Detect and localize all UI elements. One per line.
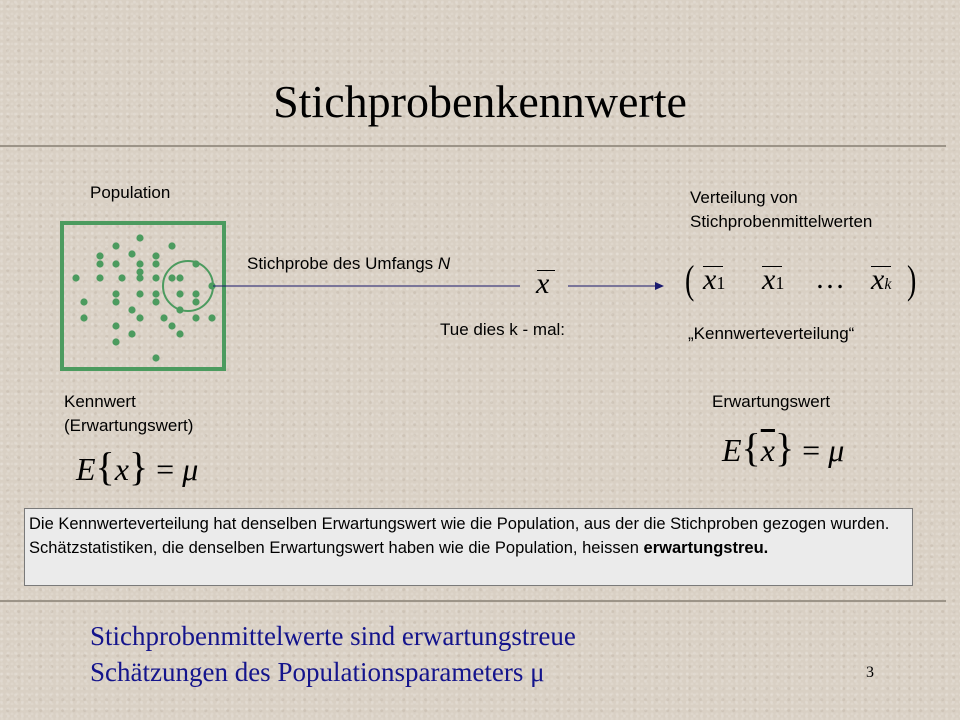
formula-brace-open: { <box>95 444 115 489</box>
mean-item-1 <box>703 263 726 296</box>
population-label: Population <box>90 183 171 202</box>
slide-title: Stichprobenkennwerte <box>273 76 687 127</box>
population-dot <box>160 314 167 321</box>
population-dot <box>112 338 119 345</box>
mean-item-2 <box>762 263 785 296</box>
population-dot <box>192 290 199 297</box>
kennwert-line1: Kennwert <box>64 392 136 411</box>
population-dot <box>72 274 79 281</box>
sample-label <box>247 252 450 276</box>
xbar-letter: x <box>536 267 550 300</box>
population-dot <box>96 274 103 281</box>
sample-label-text: Stichprobe des Umfangs <box>247 254 434 273</box>
population-dot <box>136 274 143 281</box>
expectation-label: Erwartungswert <box>712 392 831 411</box>
formula-brace-close: } <box>128 444 149 489</box>
sformula-xbar: $\overline{x}$ <box>760 432 775 468</box>
population-dot <box>192 314 199 321</box>
close-paren: ) <box>906 257 917 302</box>
conclusion-line1: Stichprobenmittelwerte sind erwartungstreue <box>90 621 576 651</box>
open-paren: ( <box>684 257 695 302</box>
population-dot <box>112 260 119 267</box>
population-dot <box>136 260 143 267</box>
sample-size-n: N <box>437 254 451 273</box>
population-dot <box>176 330 183 337</box>
population-dot <box>152 298 159 305</box>
formula-equals: = <box>156 451 175 487</box>
population-dot <box>152 252 159 259</box>
ellipsis: … <box>815 262 845 295</box>
distribution-line1: Verteilung von <box>690 188 798 207</box>
sformula-brace-close: } <box>774 425 795 470</box>
population-dot <box>176 290 183 297</box>
sample-means-set <box>683 258 923 308</box>
mean-item-k <box>871 263 892 296</box>
repeat-label: Tue dies k - mal: <box>440 320 566 339</box>
population-dot <box>96 252 103 259</box>
sformula-mu: μ <box>828 432 845 468</box>
population-dot <box>168 242 175 249</box>
formula-mu: μ <box>182 451 199 487</box>
sformula-brace-open: { <box>741 425 761 470</box>
population-dot <box>152 260 159 267</box>
population-dot <box>128 306 135 313</box>
population-formula <box>76 445 198 491</box>
sample-mean-symbol <box>536 267 556 300</box>
sample-circle <box>163 261 213 311</box>
population-dot <box>136 290 143 297</box>
kennwert-line2: (Erwartungswert) <box>64 416 194 435</box>
mean-sub2: 1 <box>775 273 785 293</box>
population-dot <box>128 250 135 257</box>
mean-x2: x <box>762 263 776 296</box>
distribution-line2: Stichprobenmittelwerten <box>690 212 873 231</box>
population-dot <box>136 234 143 241</box>
population-dot <box>176 274 183 281</box>
population-dot <box>136 314 143 321</box>
formula-E: E <box>76 451 96 487</box>
mean-subk: k <box>884 276 892 293</box>
population-dot <box>152 354 159 361</box>
population-dot <box>192 298 199 305</box>
population-dot <box>152 290 159 297</box>
population-dot <box>112 242 119 249</box>
population-dot <box>112 298 119 305</box>
bottom-divider <box>0 600 946 602</box>
population-dot <box>112 322 119 329</box>
conclusion <box>90 618 576 690</box>
population-dot <box>112 290 119 297</box>
population-dot <box>80 298 87 305</box>
sformula-equals: = <box>802 432 821 468</box>
definition-note <box>24 508 913 586</box>
arrow-head <box>655 282 664 290</box>
formula-x: x <box>114 451 129 487</box>
population-dot <box>80 314 87 321</box>
population-dot <box>152 274 159 281</box>
mean-xk: x <box>871 263 885 296</box>
conclusion-line2: Schätzungen des Populationsparameters μ <box>90 657 545 687</box>
population-dot <box>118 274 125 281</box>
sformula-E: E <box>722 432 742 468</box>
note-bold-term: erwartungstreu. <box>643 539 769 557</box>
distribution-caption: „Kennwerteverteilung“ <box>688 324 855 343</box>
population-dots <box>72 234 215 361</box>
mean-sub1: 1 <box>716 273 726 293</box>
population-dot <box>208 314 215 321</box>
mean-x1: x <box>703 263 717 296</box>
population-dot <box>168 322 175 329</box>
sample-formula <box>722 426 844 472</box>
page-number: 3 <box>866 664 874 681</box>
population-dot <box>168 274 175 281</box>
note-text: Die Kennwerteverteilung hat denselben Erwartungswert wie die Population, aus der die Stichproben gezogen wurden. Schätzstatistiken, die denselben Erwartungswert haben wie die Population, heissen <box>29 515 890 557</box>
population-dot <box>96 260 103 267</box>
population-dot <box>128 330 135 337</box>
